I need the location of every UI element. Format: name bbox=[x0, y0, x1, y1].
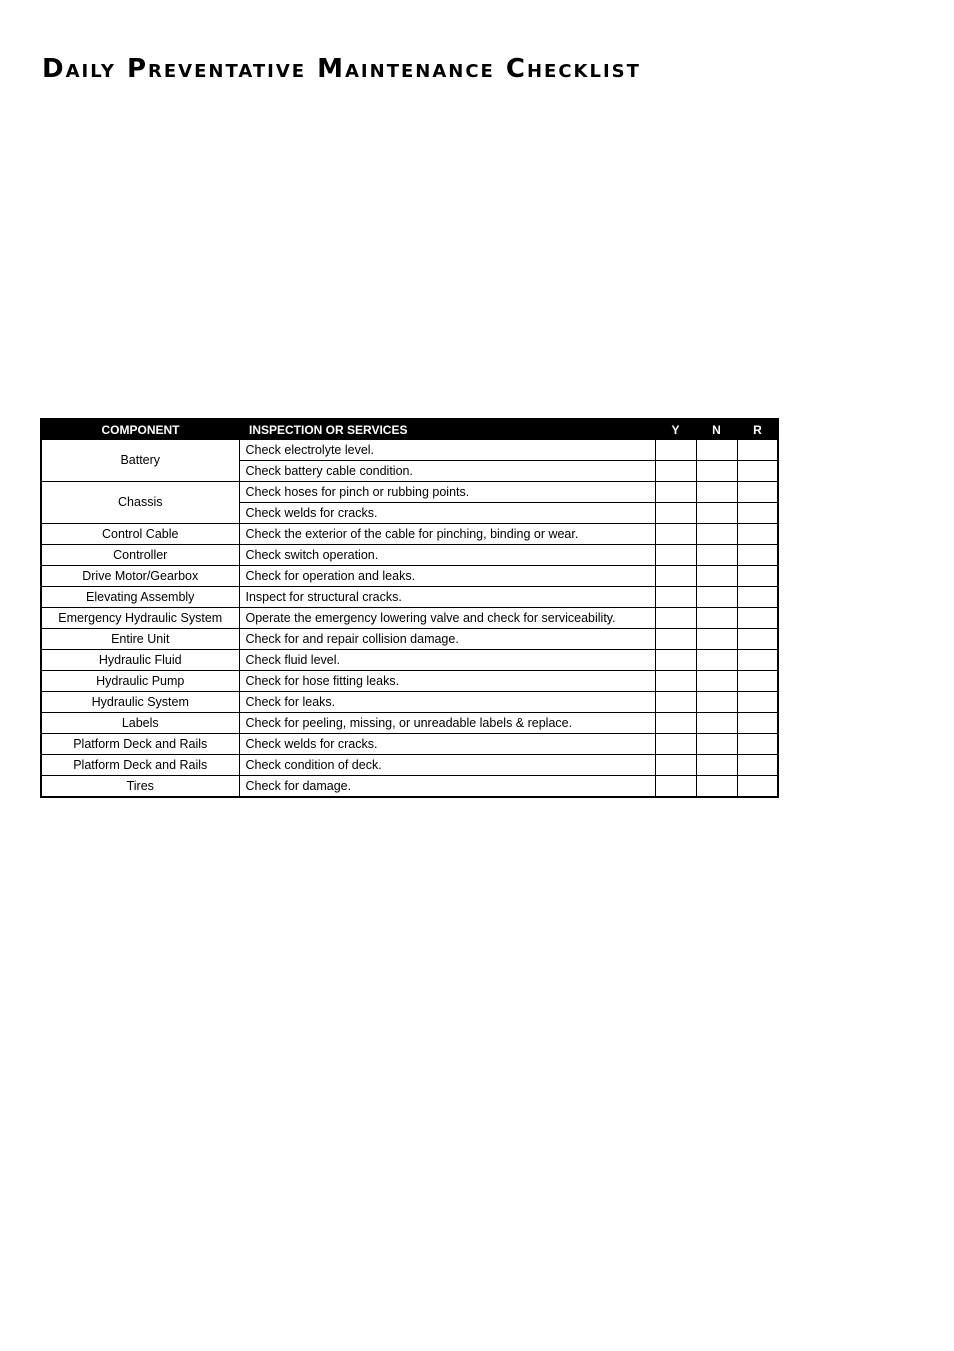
check-box-r[interactable] bbox=[737, 650, 778, 671]
table-row bbox=[42, 608, 778, 629]
check-box-r[interactable] bbox=[737, 692, 778, 713]
inspection-cell: Check hoses for pinch or rubbing points. bbox=[239, 482, 655, 503]
maintenance-checklist-table bbox=[42, 420, 778, 796]
inspection-cell: Check condition of deck. bbox=[239, 755, 655, 776]
check-box-r[interactable] bbox=[737, 461, 778, 482]
check-box-n[interactable] bbox=[696, 503, 737, 524]
inspection-cell: Check welds for cracks. bbox=[239, 734, 655, 755]
check-box-n[interactable] bbox=[696, 713, 737, 734]
check-box-y[interactable] bbox=[655, 545, 696, 566]
check-box-r[interactable] bbox=[737, 629, 778, 650]
checklist-table-frame bbox=[40, 418, 779, 798]
check-box-n[interactable] bbox=[696, 461, 737, 482]
inspection-cell: Check switch operation. bbox=[239, 545, 655, 566]
header-y: Y bbox=[655, 420, 696, 440]
check-box-n[interactable] bbox=[696, 650, 737, 671]
table-row bbox=[42, 440, 778, 461]
table-row bbox=[42, 776, 778, 797]
inspection-cell: Check for operation and leaks. bbox=[239, 566, 655, 587]
check-box-y[interactable] bbox=[655, 650, 696, 671]
check-box-y[interactable] bbox=[655, 524, 696, 545]
inspection-cell: Check battery cable condition. bbox=[239, 461, 655, 482]
check-box-n[interactable] bbox=[696, 629, 737, 650]
inspection-cell: Operate the emergency lowering valve and check for serviceability. bbox=[239, 608, 655, 629]
check-box-r[interactable] bbox=[737, 713, 778, 734]
check-box-y[interactable] bbox=[655, 440, 696, 461]
table-row bbox=[42, 524, 778, 545]
check-box-y[interactable] bbox=[655, 587, 696, 608]
check-box-r[interactable] bbox=[737, 545, 778, 566]
check-box-n[interactable] bbox=[696, 524, 737, 545]
inspection-cell: Check for leaks. bbox=[239, 692, 655, 713]
component-cell: Labels bbox=[42, 713, 239, 734]
check-box-n[interactable] bbox=[696, 755, 737, 776]
table-row bbox=[42, 713, 778, 734]
component-cell: Emergency Hydraulic System bbox=[42, 608, 239, 629]
check-box-y[interactable] bbox=[655, 671, 696, 692]
table-row bbox=[42, 482, 778, 503]
table-row bbox=[42, 734, 778, 755]
component-cell: Controller bbox=[42, 545, 239, 566]
check-box-n[interactable] bbox=[696, 671, 737, 692]
check-box-n[interactable] bbox=[696, 692, 737, 713]
check-box-y[interactable] bbox=[655, 734, 696, 755]
component-cell: Platform Deck and Rails bbox=[42, 755, 239, 776]
check-box-y[interactable] bbox=[655, 713, 696, 734]
check-box-r[interactable] bbox=[737, 566, 778, 587]
table-row bbox=[42, 692, 778, 713]
check-box-y[interactable] bbox=[655, 692, 696, 713]
inspection-cell: Check for hose fitting leaks. bbox=[239, 671, 655, 692]
component-cell: Hydraulic System bbox=[42, 692, 239, 713]
component-cell: Hydraulic Fluid bbox=[42, 650, 239, 671]
table-header bbox=[42, 420, 778, 440]
inspection-cell: Check for damage. bbox=[239, 776, 655, 797]
check-box-r[interactable] bbox=[737, 587, 778, 608]
check-box-y[interactable] bbox=[655, 482, 696, 503]
check-box-r[interactable] bbox=[737, 776, 778, 797]
inspection-cell: Check welds for cracks. bbox=[239, 503, 655, 524]
check-box-n[interactable] bbox=[696, 566, 737, 587]
check-box-y[interactable] bbox=[655, 503, 696, 524]
check-box-n[interactable] bbox=[696, 608, 737, 629]
check-box-r[interactable] bbox=[737, 608, 778, 629]
header-r: R bbox=[737, 420, 778, 440]
page-title: Daily Preventative Maintenance Checklist bbox=[42, 54, 641, 84]
table-body bbox=[42, 440, 778, 796]
check-box-r[interactable] bbox=[737, 734, 778, 755]
component-cell: Entire Unit bbox=[42, 629, 239, 650]
check-box-n[interactable] bbox=[696, 776, 737, 797]
check-box-y[interactable] bbox=[655, 566, 696, 587]
component-cell: Elevating Assembly bbox=[42, 587, 239, 608]
check-box-r[interactable] bbox=[737, 440, 778, 461]
table-row bbox=[42, 566, 778, 587]
check-box-n[interactable] bbox=[696, 545, 737, 566]
inspection-cell: Inspect for structural cracks. bbox=[239, 587, 655, 608]
component-cell: Hydraulic Pump bbox=[42, 671, 239, 692]
inspection-cell: Check for and repair collision damage. bbox=[239, 629, 655, 650]
component-cell: Tires bbox=[42, 776, 239, 797]
check-box-n[interactable] bbox=[696, 734, 737, 755]
check-box-n[interactable] bbox=[696, 482, 737, 503]
check-box-n[interactable] bbox=[696, 587, 737, 608]
inspection-cell: Check fluid level. bbox=[239, 650, 655, 671]
check-box-n[interactable] bbox=[696, 440, 737, 461]
component-cell: Battery bbox=[42, 440, 239, 482]
check-box-y[interactable] bbox=[655, 608, 696, 629]
component-cell: Control Cable bbox=[42, 524, 239, 545]
check-box-r[interactable] bbox=[737, 482, 778, 503]
check-box-y[interactable] bbox=[655, 776, 696, 797]
table-row bbox=[42, 755, 778, 776]
table-row bbox=[42, 671, 778, 692]
check-box-r[interactable] bbox=[737, 755, 778, 776]
check-box-y[interactable] bbox=[655, 461, 696, 482]
table-row bbox=[42, 587, 778, 608]
header-inspection: INSPECTION OR SERVICES bbox=[239, 420, 655, 440]
check-box-r[interactable] bbox=[737, 524, 778, 545]
header-component: COMPONENT bbox=[42, 420, 239, 440]
inspection-cell: Check for peeling, missing, or unreadable labels & replace. bbox=[239, 713, 655, 734]
component-cell: Drive Motor/Gearbox bbox=[42, 566, 239, 587]
header-row bbox=[42, 420, 778, 440]
table-row bbox=[42, 650, 778, 671]
component-cell: Platform Deck and Rails bbox=[42, 734, 239, 755]
check-box-y[interactable] bbox=[655, 629, 696, 650]
component-cell: Chassis bbox=[42, 482, 239, 524]
inspection-cell: Check electrolyte level. bbox=[239, 440, 655, 461]
check-box-y[interactable] bbox=[655, 755, 696, 776]
inspection-cell: Check the exterior of the cable for pinching, binding or wear. bbox=[239, 524, 655, 545]
table-row bbox=[42, 545, 778, 566]
table-row bbox=[42, 629, 778, 650]
header-n: N bbox=[696, 420, 737, 440]
check-box-r[interactable] bbox=[737, 671, 778, 692]
check-box-r[interactable] bbox=[737, 503, 778, 524]
